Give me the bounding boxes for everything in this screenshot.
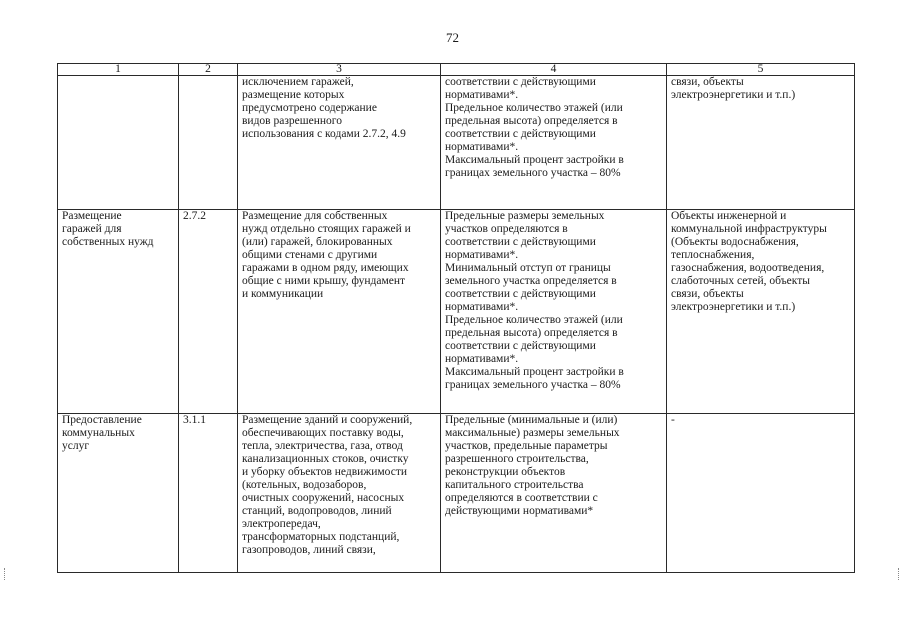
description-line: общими стенами с другими <box>242 249 378 261</box>
related-line: коммунальной инфраструктуры <box>671 223 827 235</box>
column-header-2: 2 <box>179 64 238 76</box>
use-name-line: коммунальных <box>62 427 135 439</box>
parameters-line: Предельное количество этажей (или <box>445 314 623 326</box>
parameters-line: нормативами*. <box>445 301 519 313</box>
parameters-line: предельная высота) определяется в <box>445 115 618 127</box>
description-line: газопроводов, линий связи, <box>242 544 376 556</box>
description-line: трансформаторных подстанций, <box>242 531 400 543</box>
description-line: электропередач, <box>242 518 321 530</box>
parameters-line: границах земельного участка – 80% <box>445 379 621 391</box>
parameters-line: нормативами*. <box>445 249 519 261</box>
parameters-line: Максимальный процент застройки в <box>445 154 624 166</box>
parameters-line: определяются в соответствии с <box>445 492 598 504</box>
cell-use-name <box>58 210 179 414</box>
parameters-line: соответствии с действующими <box>445 288 596 300</box>
use-name-line: гаражей для <box>62 223 122 235</box>
cell-description <box>238 210 441 414</box>
cell-related-objects <box>667 76 855 210</box>
related-line: электроэнергетики и т.п.) <box>671 301 796 313</box>
column-header-4: 4 <box>441 64 667 76</box>
use-name-line: услуг <box>62 440 90 452</box>
description-line: гаражами в одном ряду, имеющих <box>242 262 409 274</box>
cell-description <box>238 414 441 573</box>
cell-use-name <box>58 76 179 210</box>
cell-parameters <box>441 76 667 210</box>
related-line: слаботочных сетей, объекты <box>671 275 810 287</box>
parameters-line: нормативами*. <box>445 141 519 153</box>
cell-related-objects <box>667 210 855 414</box>
cell-use-code: 2.7.2 <box>179 210 238 414</box>
related-line: - <box>671 414 675 426</box>
table-row-continuation <box>58 76 855 210</box>
description-line: обеспечивающих поставку воды, <box>242 427 404 439</box>
parameters-line: соответствии с действующими <box>445 128 596 140</box>
related-line: газоснабжения, водоотведения, <box>671 262 825 274</box>
use-name-line: Предоставление <box>62 414 142 426</box>
description-line: Размещение зданий и сооружений, <box>242 414 413 426</box>
parameters-line: действующими нормативами* <box>445 505 594 517</box>
description-line: Размещение для собственных <box>242 210 388 222</box>
parameters-line: нормативами*. <box>445 89 519 101</box>
parameters-line: Предельные (минимальные и (или) <box>445 414 618 426</box>
related-line: электроэнергетики и т.п.) <box>671 89 796 101</box>
parameters-line: соответствии с действующими <box>445 236 596 248</box>
parameters-line: Предельное количество этажей (или <box>445 102 623 114</box>
use-name-line: собственных нужд <box>62 236 154 248</box>
parameters-line: реконструкции объектов <box>445 466 566 478</box>
description-line: очистных сооружений, насосных <box>242 492 405 504</box>
description-line: станций, водопроводов, линий <box>242 505 392 517</box>
description-line: видов разрешенного <box>242 115 342 127</box>
parameters-line: Предельные размеры земельных <box>445 210 605 222</box>
description-line: канализационных стоков, очистку <box>242 453 409 465</box>
related-line: связи, объекты <box>671 76 744 88</box>
related-line: связи, объекты <box>671 288 744 300</box>
column-header-5: 5 <box>667 64 855 76</box>
cell-description <box>238 76 441 210</box>
land-use-table <box>57 63 855 573</box>
parameters-line: границах земельного участка – 80% <box>445 167 621 179</box>
parameters-line: земельного участка определяется в <box>445 275 617 287</box>
description-line: исключением гаражей, <box>242 76 354 88</box>
parameters-line: нормативами*. <box>445 353 519 365</box>
description-line: тепла, электричества, газа, отвод <box>242 440 403 452</box>
parameters-line: соответствии с действующими <box>445 340 596 352</box>
description-line: общие с ними крышу, фундамент <box>242 275 406 287</box>
table-header-row <box>58 64 855 76</box>
cell-use-name <box>58 414 179 573</box>
description-line: (котельных, водозаборов, <box>242 479 367 491</box>
related-line: Объекты инженерной и <box>671 210 787 222</box>
column-header-1: 1 <box>58 64 179 76</box>
cell-parameters <box>441 210 667 414</box>
cell-use-code <box>179 76 238 210</box>
page-number: 72 <box>446 30 459 45</box>
description-line: (или) гаражей, блокированных <box>242 236 393 248</box>
table-row-garages <box>58 210 855 414</box>
table-row-communal-services <box>58 414 855 573</box>
related-line: теплоснабжения, <box>671 249 755 261</box>
parameters-line: участков определяются в <box>445 223 568 235</box>
cell-use-code: 3.1.1 <box>179 414 238 573</box>
description-line: нужд отдельно стоящих гаражей и <box>242 223 411 235</box>
parameters-line: Минимальный отступ от границы <box>445 262 611 274</box>
parameters-line: максимальные) размеры земельных <box>445 427 620 439</box>
parameters-line: соответствии с действующими <box>445 76 596 88</box>
parameters-line: разрешенного строительства, <box>445 453 589 465</box>
scan-edge-mark-left <box>4 568 9 580</box>
parameters-line: капитального строительства <box>445 479 584 491</box>
cell-related-objects <box>667 414 855 573</box>
parameters-line: предельная высота) определяется в <box>445 327 618 339</box>
description-line: размещение которых <box>242 89 345 101</box>
description-line: и коммуникации <box>242 288 324 300</box>
description-line: использования с кодами 2.7.2, 4.9 <box>242 128 406 140</box>
cell-parameters <box>441 414 667 573</box>
parameters-line: участков, предельные параметры <box>445 440 608 452</box>
description-line: предусмотрено содержание <box>242 102 377 114</box>
parameters-line: Максимальный процент застройки в <box>445 366 624 378</box>
use-name-line: Размещение <box>62 210 122 222</box>
description-line: и уборку объектов недвижимости <box>242 466 407 478</box>
related-line: (Объекты водоснабжения, <box>671 236 799 248</box>
scan-edge-mark-right <box>898 568 903 580</box>
column-header-3: 3 <box>238 64 441 76</box>
